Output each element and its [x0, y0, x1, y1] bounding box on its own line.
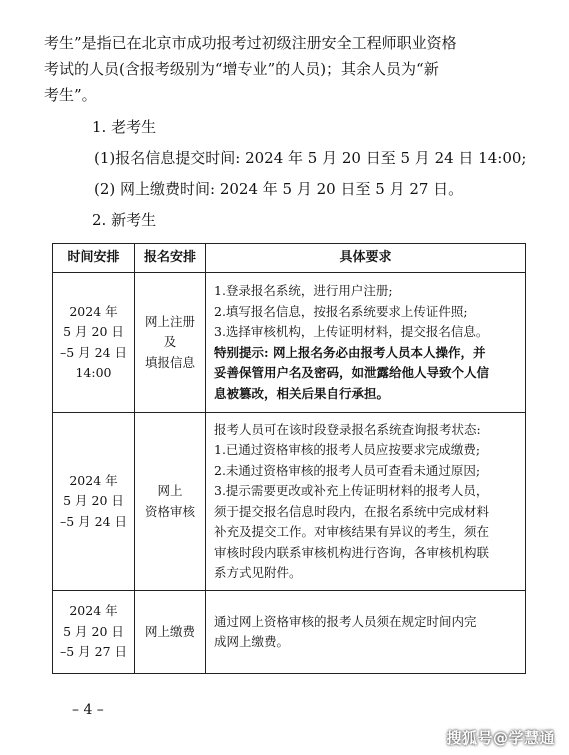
row2-time-line: –5 月 24 日	[59, 513, 128, 529]
page-number: – 4 –	[72, 702, 104, 718]
row1-req-line: 1.登录报名系统，进行用户注册;	[214, 283, 393, 298]
row2-time	[53, 413, 135, 591]
row1-arr-line: 网上注册	[144, 313, 195, 329]
row3-req-line: 通过网上资格审核的报考人员须在规定时间内完	[214, 613, 477, 629]
row2-req-line: 审核时段内联系审核机构进行咨询，各审核机构联	[214, 544, 490, 560]
intro-line-2: 考试的人员(含报考级别为“增专业”的人员)；其余人员为“新	[44, 60, 439, 78]
row3-arrangement	[135, 591, 206, 674]
row1-warning-line: 特别提示: 网上报名务必由报考人员本人操作，并	[214, 344, 486, 360]
row1-time-line: 2024 年	[69, 303, 118, 319]
header-arrangement: 报名安排	[135, 244, 206, 273]
row2-req-line: 系方式见附件。	[214, 565, 302, 580]
row1-warning-line: 息被篡改，相关后果自行承担。	[214, 385, 390, 401]
row3-time-line: –5 月 27 日	[59, 644, 128, 660]
row1-req-line: 2.填写报名信息，按报名系统要求上传证件照;	[214, 303, 468, 319]
intro-line-3: 考生”。	[44, 86, 97, 104]
row2-req-line: 须于提交报名信息时段内，在报名系统中完成材料	[214, 503, 490, 519]
row2-req-line: 报考人员可在该时段登录报名系统查询报考状态:	[214, 421, 481, 437]
row3-time-line: 5 月 20 日	[63, 623, 124, 639]
row2-time-line: 5 月 20 日	[63, 493, 124, 509]
row2-req-line: 补充及提交工作。对审核结果有异议的考生，须在	[214, 524, 490, 539]
row3-time-line: 2024 年	[69, 603, 118, 619]
row2-req-line: 2.未通过资格审核的报考人员可查看未通过原因;	[214, 462, 481, 478]
row1-arr-line: 及	[163, 334, 177, 350]
table-row	[53, 591, 526, 674]
row3-requirements	[206, 591, 526, 674]
schedule-table	[52, 243, 526, 674]
row2-arrangement	[135, 413, 206, 591]
row1-time-line: –5 月 24 日	[59, 344, 128, 360]
table-header-row	[53, 244, 526, 273]
intro-line-1: 考生”是指已在北京市成功报考过初级注册安全工程师职业资格	[44, 34, 457, 52]
row2-req-line: 3.提示需要更改或补充上传证明材料的报考人员，	[214, 483, 489, 498]
row1-arr-line: 填报信息	[144, 354, 195, 370]
row2-time-line: 2024 年	[69, 472, 118, 488]
row2-requirements	[206, 413, 526, 591]
watermark: 搜狐号@学慧通	[446, 729, 555, 747]
old-candidates-item-2: (2) 网上缴费时间: 2024 年 5 月 20 日至 5 月 27 日。	[94, 180, 464, 198]
old-candidates-item-1: (1)报名信息提交时间: 2024 年 5 月 20 日至 5 月 24 日 14:00;	[94, 149, 527, 167]
header-requirements: 具体要求	[206, 244, 526, 273]
old-candidates-heading: 1. 老考生	[92, 118, 157, 136]
row3-time	[53, 591, 135, 674]
row2-req-line: 1.已通过资格审核的报考人员应按要求完成缴费;	[214, 442, 481, 457]
table-row	[53, 413, 526, 591]
row2-arr-line: 网上	[157, 483, 183, 498]
row2-arr-line: 资格审核	[144, 503, 195, 519]
row3-req-line: 成网上缴费。	[214, 634, 290, 649]
row1-time-line: 14:00	[75, 365, 112, 380]
row1-requirements	[206, 273, 526, 413]
header-time: 时间安排	[53, 244, 135, 273]
new-candidates-heading: 2. 新考生	[92, 211, 157, 229]
row1-arrangement	[135, 273, 206, 413]
row1-warning-line: 妥善保管用户名及密码，如泄露给他人导致个人信	[214, 365, 490, 380]
row1-req-line: 3.选择审核机构，上传证明材料，提交报名信息。	[214, 324, 489, 339]
row1-time	[53, 273, 135, 413]
row1-time-line: 5 月 20 日	[63, 324, 124, 339]
table-row	[53, 273, 526, 413]
row3-arr-line: 网上缴费	[144, 623, 195, 639]
